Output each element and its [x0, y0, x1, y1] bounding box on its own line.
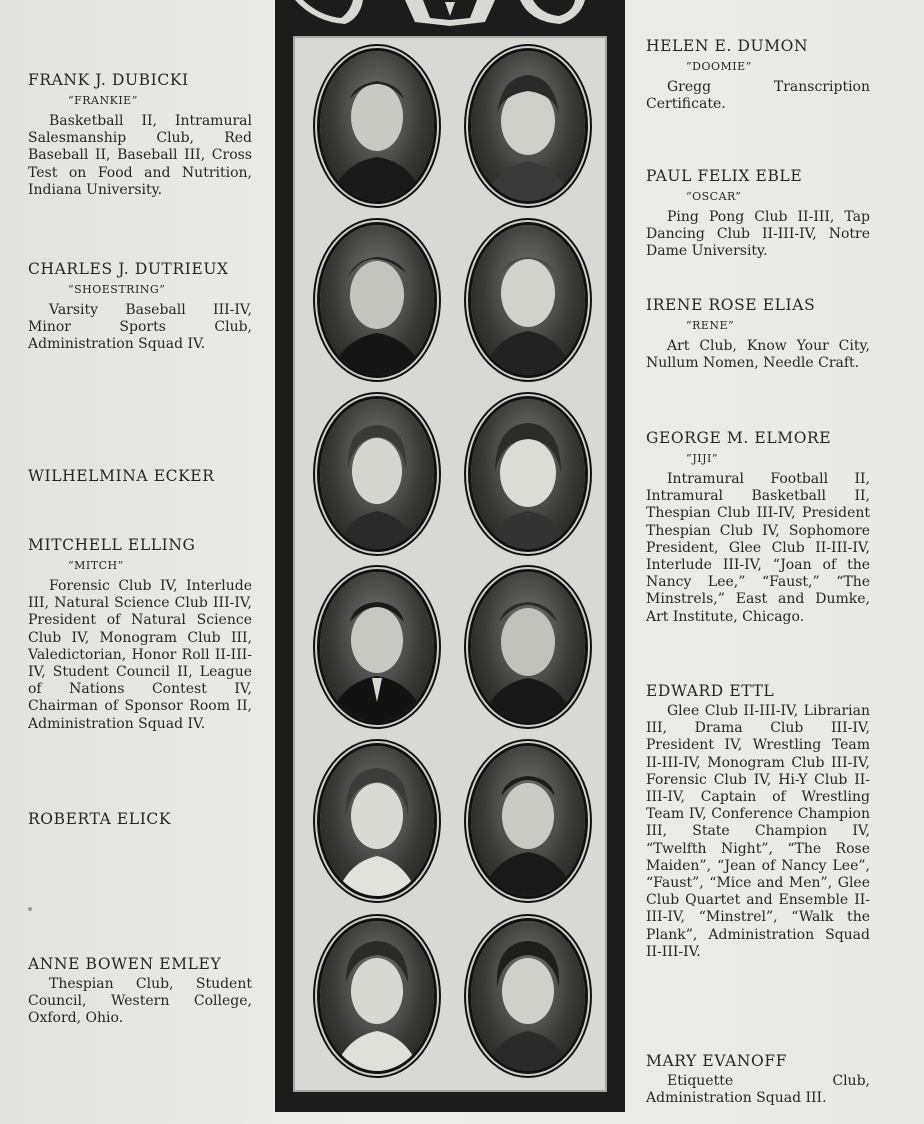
student-entry-elling	[28, 536, 252, 733]
student-nickname: “OSCAR”	[686, 190, 742, 203]
paper-speck	[28, 907, 32, 911]
student-entry-dumon	[646, 37, 870, 113]
student-activities: Varsity Baseball III-IV, Minor Sports Club, Administration Squad IV.	[28, 302, 252, 353]
student-name: ANNE BOWEN EMLEY	[28, 955, 222, 973]
student-activities: Thespian Club, Student Council, Western College, Oxford, Ohio.	[28, 976, 252, 1027]
student-nickname: “MITCH”	[68, 559, 124, 572]
student-name: PAUL FELIX EBLE	[646, 167, 803, 185]
student-name: ROBERTA ELICK	[28, 810, 172, 828]
student-activities: Glee Club II-III-IV, Librarian III, Drama Club III-IV, President IV, Wrestling Team II-III-IV, Monogram Club III-IV, Forensic Club IV, Hi-Y Club II-III-IV, Captain of Wrestling Team IV, Conference Champion III, State Champion IV, “Twelfth Night”, “The Rose Maiden”, “Jean of Nancy Lee”, “Faust”, “Mice and Men”, Glee Club Quartet and Ensemble II-III-IV, “Minstrel”, “Walk the Plank”, Administration Squad II-III-IV.	[646, 703, 870, 960]
student-name: WILHELMINA ECKER	[28, 467, 215, 485]
portrait-photo	[471, 921, 585, 1071]
portrait-photo	[471, 225, 585, 375]
portrait-photo	[320, 399, 434, 549]
student-activities: Etiquette Club, Administration Squad III.	[646, 1073, 870, 1107]
portrait-photo	[471, 572, 585, 722]
student-entry-elmore	[646, 429, 870, 626]
student-activities: Art Club, Know Your City, Nullum Nomen, Needle Craft.	[646, 338, 870, 372]
student-entry-evanoff	[646, 1052, 870, 1107]
student-name: IRENE ROSE ELIAS	[646, 296, 816, 314]
student-nickname: “FRANKIE”	[68, 94, 138, 107]
student-name: EDWARD ETTL	[646, 682, 775, 700]
portrait-photo	[320, 921, 434, 1071]
portrait-photo	[471, 746, 585, 896]
portrait-photo	[471, 51, 585, 201]
student-entry-dubicki	[28, 71, 252, 199]
portrait-photo	[320, 51, 434, 201]
student-nickname: “SHOESTRING”	[68, 283, 166, 296]
student-name: CHARLES J. DUTRIEUX	[28, 260, 229, 278]
student-name: HELEN E. DUMON	[646, 37, 809, 55]
student-name: MITCHELL ELLING	[28, 536, 196, 554]
student-name: GEORGE M. ELMORE	[646, 429, 832, 447]
portrait-photo	[320, 746, 434, 896]
student-activities: Ping Pong Club II-III, Tap Dancing Club II-III-IV, Notre Dame University.	[646, 209, 870, 260]
student-nickname: “RENE”	[686, 319, 735, 332]
portrait-photo	[471, 399, 585, 549]
portrait-photo	[320, 572, 434, 722]
student-activities: Intramural Football II, Intramural Basketball II, Thespian Club III-IV, President Thespian Club IV, Sophomore President, Glee Club II-III-IV, Interlude III-IV, “Joan of the Nancy Lee,” “Faust,” “The Minstrels,” East and Dumke, Art Institute, Chicago.	[646, 471, 870, 625]
student-entry-dutrieux	[28, 260, 252, 354]
student-nickname: “DOOMIE”	[686, 60, 752, 73]
portrait-photo	[320, 225, 434, 375]
student-entry-emley	[28, 955, 252, 1028]
student-entry-ettl	[646, 682, 870, 961]
panel-top-illustration	[275, 0, 625, 30]
student-entry-elias	[646, 296, 870, 372]
student-entry-ecker	[28, 467, 252, 486]
student-activities: Basketball II, Intramural Salesmanship Club, Red Baseball II, Baseball III, Cross Test on Food and Nutrition, Indiana University.	[28, 113, 252, 198]
student-activities: Forensic Club IV, Interlude III, Natural Science Club III-IV, President of Natural Science Club IV, Monogram Club III, Valedictorian, Honor Roll II-III-IV, Student Council II, League of Nations Contest IV, Chairman of Sponsor Room II, Administration Squad IV.	[28, 578, 252, 732]
student-entry-eble	[646, 167, 870, 261]
student-entry-elick	[28, 810, 252, 829]
student-name: FRANK J. DUBICKI	[28, 71, 189, 89]
photo-panel	[275, 0, 625, 1112]
student-name: MARY EVANOFF	[646, 1052, 788, 1070]
student-nickname: “JIJI”	[686, 452, 719, 465]
student-activities: Gregg Transcription Certificate.	[646, 79, 870, 113]
